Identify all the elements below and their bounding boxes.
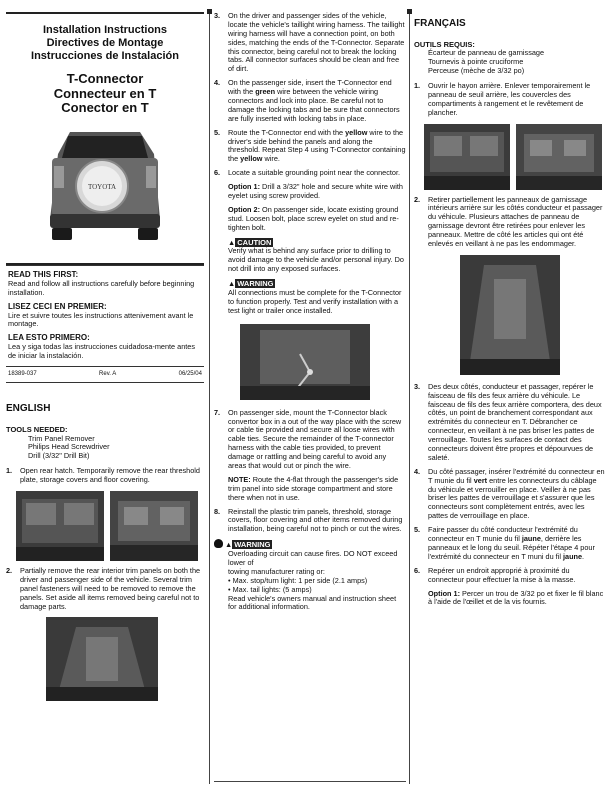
fr-tools-label: OUTILS REQUIS: <box>414 40 475 50</box>
en-step-6: 6. Locate a suitable grounding point near the connector. Option 1: Drill a 3/32" hole and secure white wire with eyelet using screw provided. Option 2: On passenger side, locate existing ground stud. Loosen bolt, place screw eyelet on stud and re-tighten bolt. ▲ CAUTION Verify what is behind any surface prior to drilling to avoid damage to the vehicle and/or personal injury. Do not drill into any exposed surfaces. ▲ WARNING All connections must be complete for the T-Connector to function properly. Test and verify installation with a test light or trailer once installed. <box>214 169 406 315</box>
tools-label: TOOLS NEEDED: <box>6 425 68 435</box>
read-first-es-heading: LEA ESTO PRIMERO: <box>8 333 90 343</box>
tool-item: Drill (3/32" Drill Bit) <box>28 451 90 461</box>
read-first-es-text: Lea y siga todas las instrucciones cuidadosa-mente antes de iniciar la instalación. <box>8 342 195 360</box>
fr-step-2: 2. Retirer partiellement les panneaux de garnissage intérieurs arrière sur les côtés conducteur et passager du véhicule. Plusieurs attaches de panneau de garnissage devront être retirées pour enlever les panneaux. Mettre de côté les articles qui ont été enlevés en veillant à ne pas les endommager. <box>414 194 603 249</box>
fr-step-4: 4. Du côté passager, insérer l'extrémité du connecteur en T munie du fil vert entre les connecteurs du câblage du véhicule et verrouiller en place. Veiller à ne pas briser les pattes de verrouillage et s'assurer que les connecteurs sont complètement entrés, avec les pattes de verrouillage en place. <box>414 466 605 521</box>
title-block <box>6 12 204 265</box>
en-step-2: 2. Partially remove the rear interior trim panels on both the driver and passenger side of the vehicle. Several trim panel fasteners will need to be removed to remove the panels. Set aside all items removed being careful not to damage parts. <box>6 565 201 611</box>
step6-image <box>240 324 406 403</box>
step1-photo-right <box>110 491 198 561</box>
fr-step-5: 5. Faire passer du côté conducteur l'extrémité du connecteur en T munie du fil jaune, derrière les panneaux et le long du seuil. Répéter l'étape 4 pour l'extrémité du connecteur en T muni du fil jaune. <box>414 525 595 561</box>
fr-step-3: 3. Des deux côtés, conducteur et passager, repérer le faisceau de fils des feux arrière du véhicule. Le faisceau de fils des feux arrière comportera, des deux côtés, un point de branchement correspondant aux extrémités du connecteur en T. Débrancher ce connecteur, en veillant à ne pas briser les pattes de verrouillage. Toutes les surfaces de contact des connecteurs doivent être propres et dépourvues de saleté. <box>414 381 602 462</box>
en-step-8: 8. Reinstall the plastic trim panels, threshold, storage covers, floor covering and other items removed during installation, being careful not to pinch or cut the wires. <box>214 506 403 534</box>
fr-step1-photo-right <box>516 124 602 190</box>
read-first-en-text: Read and follow all instructions carefully before beginning installation. <box>8 279 195 297</box>
product-fr: Connecteur en T <box>53 85 157 101</box>
tool-item: Perceuse (mèche de 3/32 po) <box>428 66 525 76</box>
title-es: Instrucciones de Instalación <box>31 50 179 63</box>
read-first-fr-heading: LISEZ CECI EN PREMIER: <box>8 301 107 311</box>
fr-step1-images <box>424 124 606 190</box>
step1-images <box>16 491 204 561</box>
product-es: Conector en T <box>61 100 149 116</box>
tool-item: Trim Panel Remover <box>28 433 95 443</box>
fire-icon <box>214 539 223 548</box>
bottom-rule-col2 <box>214 781 406 782</box>
title-en: Installation Instructions <box>42 24 168 36</box>
english-heading: ENGLISH <box>6 403 51 415</box>
fr-step2-image <box>460 255 606 378</box>
en-step-7: 7. On passenger side, mount the T-Connector black convertor box in a out of the way place with the screw or cable tie provided and secure all loose wires with cable ties. Secure the remainder of the T-connector harness with the cable ties provided, to prevent damage or rattling and being careful to avoid any areas that would cut or pinch the wire. NOTE: Route the 4-flat through the passenger's side trim panel into side storage compartment and store there when not in use. <box>214 409 406 503</box>
tool-item: Philips Head Screwdriver <box>28 442 110 452</box>
read-first-en-heading: READ THIS FIRST: <box>8 270 79 280</box>
en-step-3: 3. On the driver and passenger sides of the vehicle, locate the vehicle's taillight wiring harness. The taillight wiring harness will have a connection point, on both sides, matching the ends of the T-Connector. Separate this connector, being careful not to break the locking tabs. All connector surfaces should be clean and free of dirt. <box>214 11 405 74</box>
read-first-box <box>6 265 204 367</box>
option-2: Option 2: On passenger side, locate existing ground stud. Loosen bolt, place screw eyelet on stud and re-tighten bolt. <box>228 204 399 232</box>
tools-list <box>6 435 204 462</box>
caution-block: ▲ CAUTION Verify what is behind any surface prior to drilling to avoid damage to the vehicle and/or personal injury. Do not drill into any exposed surfaces. <box>228 237 404 274</box>
fr-step-6: 6. Repérer un endroit approprié à proximité du connecteur pour effectuer la mise à la masse. Option 1: Percer un trou de 3/32 po et fixer le fil blanc à l'aide de l'œillet et de la vis fournis. <box>414 567 606 608</box>
en-step-5: 5. Route the T-Connector end with the yellow wire to the driver's side behind the panels and along the threshold. Repeat Step 4 using T-Connector containing the yellow wire. <box>214 127 406 164</box>
product-en: T-Connector <box>66 70 144 86</box>
en-step-1: 1. Open rear hatch. Temporarily remove the rear threshold plate, storage covers and floor covering. <box>6 466 200 485</box>
read-first-fr-text: Lire et suivre toutes les instructions attenivement avant le montage. <box>8 310 194 329</box>
tool-item: Écarteur de panneau de garnissage <box>428 48 545 58</box>
en-step-4: 4. On the passenger side, insert the T-Connector end with the green wire between the vehicle wiring connectors and lock into place. Be careful not to damage the locking tabs and be sure that connectors are fully inserted with locking tabs in place. <box>214 78 400 123</box>
fr-tools-list <box>414 49 606 76</box>
car-badge-text: TOYOTA <box>87 183 117 192</box>
tool-item: Tournevis à pointe cruciforme <box>428 57 524 67</box>
column-divider-1 <box>209 12 210 784</box>
fr-step-1: 1. Ouvrir le hayon arrière. Enlever temporairement le panneau de seuil arrière, les couvercles des compartiments à rangement et le revêtement de plancher. <box>414 81 591 117</box>
step2-image <box>46 617 204 704</box>
francais-heading: FRANÇAIS <box>414 18 466 29</box>
note-block: NOTE: Route the 4-flat through the passenger's side trim panel into side storage compartment and store there when not in use. <box>228 474 399 502</box>
option-1: Option 1: Drill a 3/32" hole and secure white wire with eyelet using screw provided. <box>228 182 403 201</box>
part-number: 18389-037 <box>8 370 37 377</box>
warning-icon: ▲ <box>228 279 236 289</box>
step1-photo-left <box>16 491 104 561</box>
warning2-block: ▲ WARNING Overloading circuit can cause fires. DO NOT exceed lower of towing manufacturer rating or: • Max. stop/turn light: 1 per side (2.1 amps) • Max. tail lights: (5 amps) Read vehicle's owners manual and instruction sheet for additional information. <box>214 539 406 612</box>
warning-block: ▲ WARNING All connections must be complete for the T-Connector to function properly. Test and verify installation with a test light or trailer once installed. <box>228 279 402 315</box>
column-3 <box>414 12 606 607</box>
warning-icon: ▲ <box>225 540 233 550</box>
column-1 <box>6 12 204 704</box>
column-divider-2 <box>409 12 410 784</box>
title-fr: Directives de Montage <box>46 37 164 50</box>
revision: Rev. A <box>99 370 117 377</box>
fr-option-1: Option 1: Percer un trou de 3/32 po et fixer le fil blanc à l'aide de l'œillet et de la vis fournis. <box>428 588 604 607</box>
caution-icon: ▲ <box>228 237 236 247</box>
vehicle-rear-image <box>40 124 170 244</box>
part-date: 06/25/04 <box>178 370 202 377</box>
part-info-row <box>6 367 204 383</box>
fr-step1-photo-left <box>424 124 510 190</box>
column-2 <box>214 12 406 612</box>
